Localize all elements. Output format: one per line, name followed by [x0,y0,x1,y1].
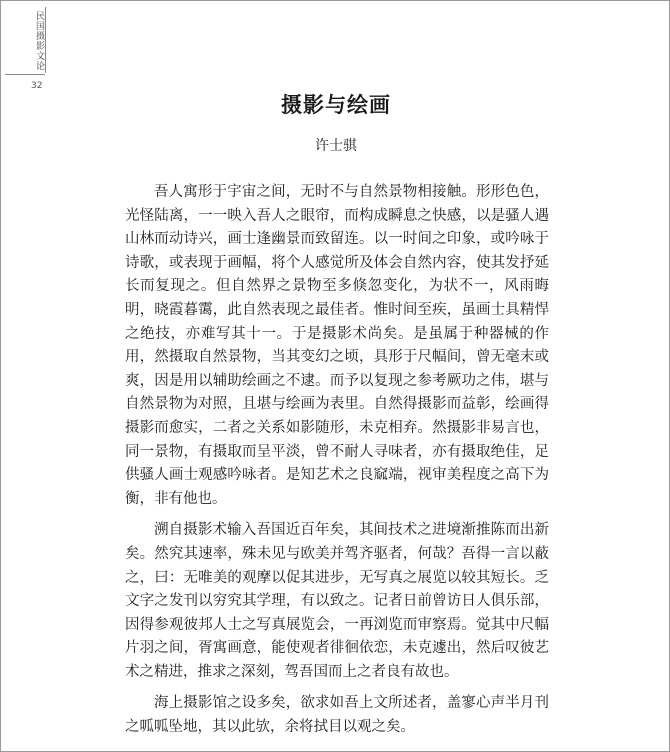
article-body [125,181,549,748]
running-head-box [5,7,46,73]
running-head: 民国摄影文论 [34,11,44,71]
body-paragraph: 海上摄影馆之设多矣，欲求如吾上文所述者，盖寥心声半月刊之呱呱坠地，其以此欤，余将拭目以观之矣。 [125,695,549,736]
article-author: 许士骐 [315,138,357,154]
body-paragraph: 溯自摄影术输入吾国近百年矣，其间技术之进境渐推陈而出新矣。然究其速率，殊未见与欧美并驾齐驱者，何哉？吾得一言以蔽之，曰：无唯美的观摩以促其进步，无写真之展览以较其短长。乏文字之发刊以穷究其学理，有以致之。记者日前曾访日人俱乐部，因得参观彼邦人士之写真展览会，一再浏览而审察焉。觉其中尺幅片羽之间，胥寓画意，能使观者徘徊依恋，未克遽出，然后叹彼艺术之精进，推求之深刻，驾吾国而上之者良有故也。 [125,522,549,680]
page-number: 32 [31,81,43,91]
body-paragraph: 吾人寓形于宇宙之间，无时不与自然景物相接触。形形色色，光怪陆离，一一映入吾人之眼帘，而构成瞬息之快感，以是骚人遇山林而动诗兴，画士逢幽景而致留连。以一时间之印象，或吟咏于诗歌，或表现于画幅，将个人感觉所及体会自然内容，使其发抒延长而复现之。但自然界之景物至多倏忽变化，为状不一，风雨晦明，晓霞暮霭，此自然表现之最佳者。惟时间至疾，虽画士具精悍之绝技，亦难写其十一。于是摄影术尚矣。是虽属于种器械的作用，然摄取自然景物，当其变幻之顷，具形于尺幅间，曾无毫末或爽，因是用以辅助绘画之不逮。而予以复现之参考厥功之伟，堪与自然景物为对照，且堪与绘画为表里。自然得摄影而益彰，绘画得摄影而愈实，二者之关系如影随形，未克相弃。然摄影非易言也，同一景物，有摄取而呈平淡，曾不耐人寻味者，亦有摄取绝佳，足供骚人画士观感吟咏者。是知艺术之良窳端，视审美程度之高下为衡，非有他也。 [125,184,549,507]
article-title: 摄影与绘画 [281,92,391,117]
running-head-rule [5,74,45,75]
